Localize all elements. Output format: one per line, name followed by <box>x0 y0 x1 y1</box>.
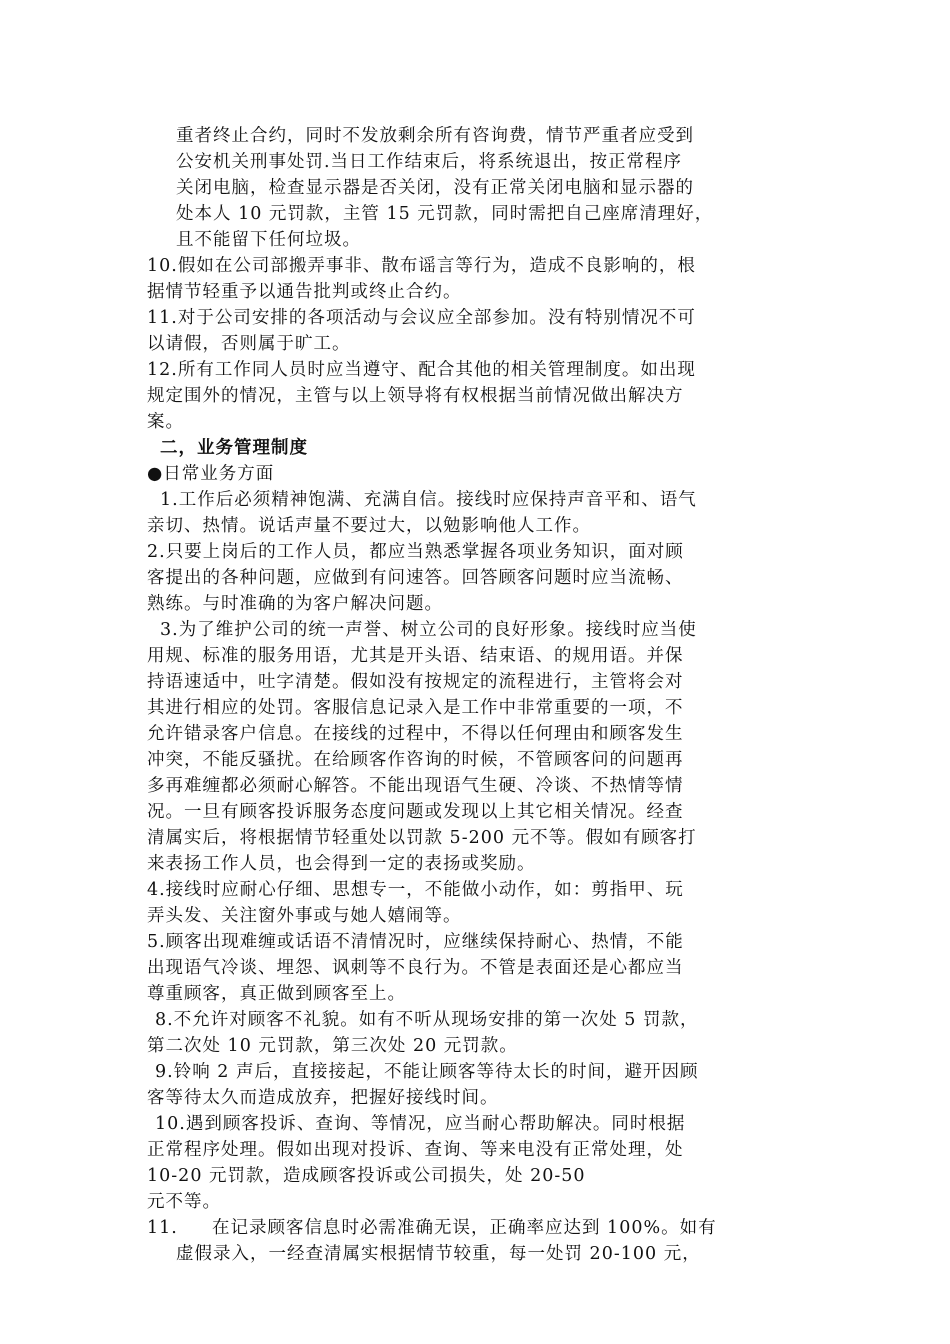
text-line: 规定围外的情况，主管与以上领导将有权根据当前情况做出解决方 <box>147 386 684 406</box>
text-line: 况。一旦有顾客投诉服务态度问题或发现以上其它相关情况。经查 <box>147 802 684 822</box>
text-line: 其进行相应的处罚。客服信息记录入是工作中非常重要的一项，不 <box>147 698 684 718</box>
text-line: 且不能留下任何垃圾。 <box>176 230 361 250</box>
list-number: 11. <box>147 1218 178 1238</box>
text-line: 公安机关刑事处罚.当日工作结束后，将系统退出，按正常程序 <box>176 152 683 172</box>
text-line: 第二次处 10 元罚款，第三次处 20 元罚款。 <box>147 1036 518 1056</box>
text-line: 客等待太久而造成放弃，把握好接线时间。 <box>147 1088 499 1108</box>
text-line: 熟练。与时准确的为客户解决问题。 <box>147 594 443 614</box>
text-line: 据情节轻重予以通告批判或终止合约。 <box>147 282 462 302</box>
text-line: 出现语气冷谈、埋怨、讽刺等不良行为。不管是表面还是心都应当 <box>147 958 684 978</box>
section-heading: 二，业务管理制度 <box>160 438 308 458</box>
text-line: 持语速适中，吐字清楚。假如没有按规定的流程进行，主管将会对 <box>147 672 684 692</box>
text-line: 清属实后，将根据情节轻重处以罚款 5-200 元不等。假如有顾客打 <box>147 828 697 848</box>
text-line: 11.对于公司安排的各项活动与会议应全部参加。没有特别情况不可 <box>147 308 696 328</box>
text-line: 客提出的各种问题，应做到有问速答。回答顾客问题时应当流畅、 <box>147 568 684 588</box>
text-line: 10-20 元罚款，造成顾客投诉或公司损失，处 20-50 <box>147 1166 586 1186</box>
text-line: 9.铃响 2 声后，直接接起，不能让顾客等待太长的时间，避开因顾 <box>155 1062 699 1082</box>
text-line: 5.顾客出现难缠或话语不清情况时，应继续保持耐心、热情，不能 <box>147 932 684 952</box>
text-line: 1.工作后必须精神饱满、充满自信。接线时应保持声音平和、语气 <box>160 490 697 510</box>
text-line: 元不等。 <box>147 1192 221 1212</box>
text-line: 多再难缠都必须耐心解答。不能出现语气生硬、冷谈、不热情等情 <box>147 776 684 796</box>
text-line: 重者终止合约，同时不发放剩余所有咨询费，情节严重者应受到 <box>176 126 694 146</box>
text-line: 用规、标准的服务用语，尤其是开头语、结束语、的规用语。并保 <box>147 646 684 666</box>
text-line: 冲突，不能反骚扰。在给顾客作咨询的时候，不管顾客问的问题再 <box>147 750 684 770</box>
text-line: 4.接线时应耐心仔细、思想专一，不能做小动作，如：剪指甲、玩 <box>147 880 684 900</box>
text-line: 以请假，否则属于旷工。 <box>147 334 351 354</box>
text-line: 8.不允许对顾客不礼貌。如有不听从现场安排的第一次处 5 罚款， <box>155 1010 699 1030</box>
text-line: 允许错录客户信息。在接线的过程中，不得以任何理由和顾客发生 <box>147 724 684 744</box>
text-line: 2.只要上岗后的工作人员，都应当熟悉掌握各项业务知识，面对顾 <box>147 542 684 562</box>
text-line: 3.为了维护公司的统一声誉、树立公司的良好形象。接线时应当使 <box>160 620 697 640</box>
text-line: 亲切、热情。说话声量不要过大，以勉影响他人工作。 <box>147 516 591 536</box>
text-line: 10.遇到顾客投诉、查询、等情况，应当耐心帮助解决。同时根据 <box>155 1114 686 1134</box>
text-line: 处本人 10 元罚款，主管 15 元罚款，同时需把自己座席清理好， <box>176 204 714 224</box>
text-line: 在记录顾客信息时必需准确无误，正确率应达到 100%。如有 <box>212 1218 717 1238</box>
text-line: 关闭电脑，检查显示器是否关闭，没有正常关闭电脑和显示器的 <box>176 178 694 198</box>
text-line: 尊重顾客，真正做到顾客至上。 <box>147 984 406 1004</box>
text-line: 来表扬工作人员，也会得到一定的表扬或奖励。 <box>147 854 536 874</box>
text-line: 弄头发、关注窗外事或与她人嬉闹等。 <box>147 906 462 926</box>
text-line: 正常程序处理。假如出现对投诉、查询、等来电没有正常处理，处 <box>147 1140 684 1160</box>
text-line: ●日常业务方面 <box>147 464 275 484</box>
text-line: 案。 <box>147 412 184 432</box>
text-line: 12.所有工作同人员时应当遵守、配合其他的相关管理制度。如出现 <box>147 360 696 380</box>
text-line: 10.假如在公司部搬弄事非、散布谣言等行为，造成不良影响的，根 <box>147 256 696 276</box>
text-line: 虚假录入，一经查清属实根据情节较重，每一处罚 20-100 元， <box>176 1244 701 1264</box>
